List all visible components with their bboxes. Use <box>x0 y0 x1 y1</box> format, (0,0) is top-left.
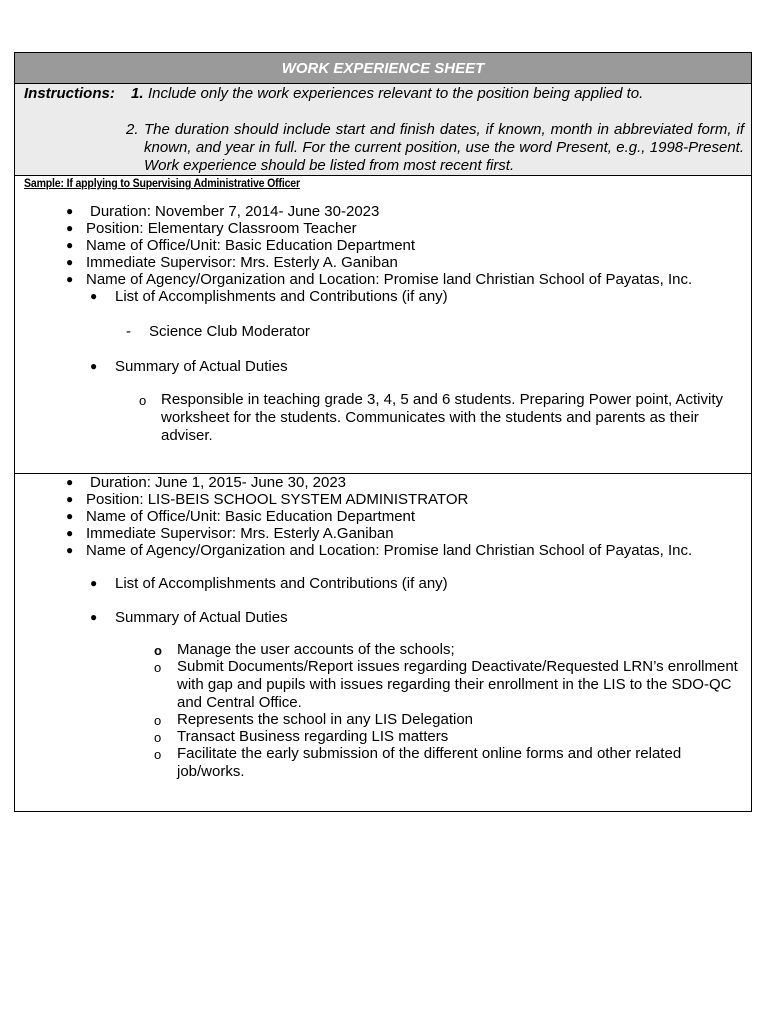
entry1-duration: Duration: November 7, 2014- June 30-2023 <box>90 203 380 220</box>
bullet-icon: ● <box>66 475 74 489</box>
circle-bullet-icon: o <box>154 660 162 675</box>
entry2-accomplishments-label: List of Accomplishments and Contributions (if any) <box>115 575 448 592</box>
entry1-duty: Responsible in teaching grade 3, 4, 5 and 6 students. Preparing Power point, Activity worksheet for the students. Communicates with the students and parents as their adviser. <box>161 391 724 444</box>
bullet-icon: ● <box>90 576 98 590</box>
bullet-icon: ● <box>90 359 98 373</box>
entry2-supervisor: Immediate Supervisor: Mrs. Esterly A.Ganiban <box>86 525 394 542</box>
instruction-2-number: 2. <box>126 121 139 138</box>
bullet-icon: ● <box>66 526 74 540</box>
bullet-icon: ● <box>66 509 74 523</box>
sample-label: Sample: If applying to Supervising Administrative Officer <box>24 176 300 190</box>
entry1-duties-label: Summary of Actual Duties <box>115 358 288 375</box>
bullet-icon: ● <box>66 204 74 218</box>
instructions-lead: Instructions: <box>24 85 115 102</box>
entry2-duration: Duration: June 1, 2015- June 30, 2023 <box>90 474 347 491</box>
instructions-box <box>14 84 752 176</box>
circle-bullet-icon: o <box>154 730 162 745</box>
entry2-duties-label: Summary of Actual Duties <box>115 609 288 626</box>
entry1-position: Position: Elementary Classroom Teacher <box>86 220 357 237</box>
bullet-icon: ● <box>90 289 98 303</box>
entry2-duty-3: Represents the school in any LIS Delegation <box>177 711 474 728</box>
circle-bullet-icon: o <box>154 747 162 762</box>
entry1-accomplishment: Science Club Moderator <box>149 323 310 340</box>
bullet-icon: ● <box>66 221 74 235</box>
bullet-icon: ● <box>66 492 74 506</box>
sheet-title: WORK EXPERIENCE SHEET <box>14 52 752 84</box>
entry2-office: Name of Office/Unit: Basic Education Department <box>86 508 416 525</box>
bullet-icon: ● <box>90 610 98 624</box>
instruction-1-text: Include only the work experiences relevant to the position being applied to. <box>148 85 644 102</box>
bullet-icon: ● <box>66 543 74 557</box>
circle-bullet-icon: o <box>139 393 147 408</box>
work-entry-1 <box>14 176 752 474</box>
bullet-icon: ● <box>66 238 74 252</box>
bullet-icon: ● <box>66 272 74 286</box>
entry2-agency: Name of Agency/Organization and Location: Promise land Christian School of Payatas, Inc. <box>86 542 693 559</box>
dash-marker: - <box>126 323 131 340</box>
entry2-duty-4: Transact Business regarding LIS matters <box>177 728 449 745</box>
instruction-1-number: 1. <box>131 85 144 102</box>
instruction-2-text: The duration should include start and finish dates, if known, month in abbreviated form, if known, and year in full. For the current position, use the word Present, e.g., 1998-Present. Work experience should be listed from most recent first. <box>144 121 744 174</box>
work-entry-2 <box>14 474 752 812</box>
entry1-accomplishments-label: List of Accomplishments and Contributions (if any) <box>115 288 448 305</box>
circle-bullet-icon: o <box>154 713 162 728</box>
entry1-office: Name of Office/Unit: Basic Education Department <box>86 237 416 254</box>
entry2-duty-2: Submit Documents/Report issues regarding Deactivate/Requested LRN’s enrollment with gap and pupils with issues regarding their enrollment in the LIS to the SDO-QC and Central Office. <box>177 658 738 711</box>
entry2-position: Position: LIS-BEIS SCHOOL SYSTEM ADMINISTRATOR <box>86 491 469 508</box>
bullet-icon: ● <box>66 255 74 269</box>
entry1-agency: Name of Agency/Organization and Location: Promise land Christian School of Payatas, Inc. <box>86 271 693 288</box>
entry2-duty-1: Manage the user accounts of the schools; <box>177 641 455 658</box>
entry1-supervisor: Immediate Supervisor: Mrs. Esterly A. Ganiban <box>86 254 398 271</box>
work-experience-sheet <box>14 52 752 812</box>
entry2-duty-5: Facilitate the early submission of the different online forms and other related job/works. <box>177 745 682 780</box>
circle-bullet-icon: o <box>154 643 162 658</box>
